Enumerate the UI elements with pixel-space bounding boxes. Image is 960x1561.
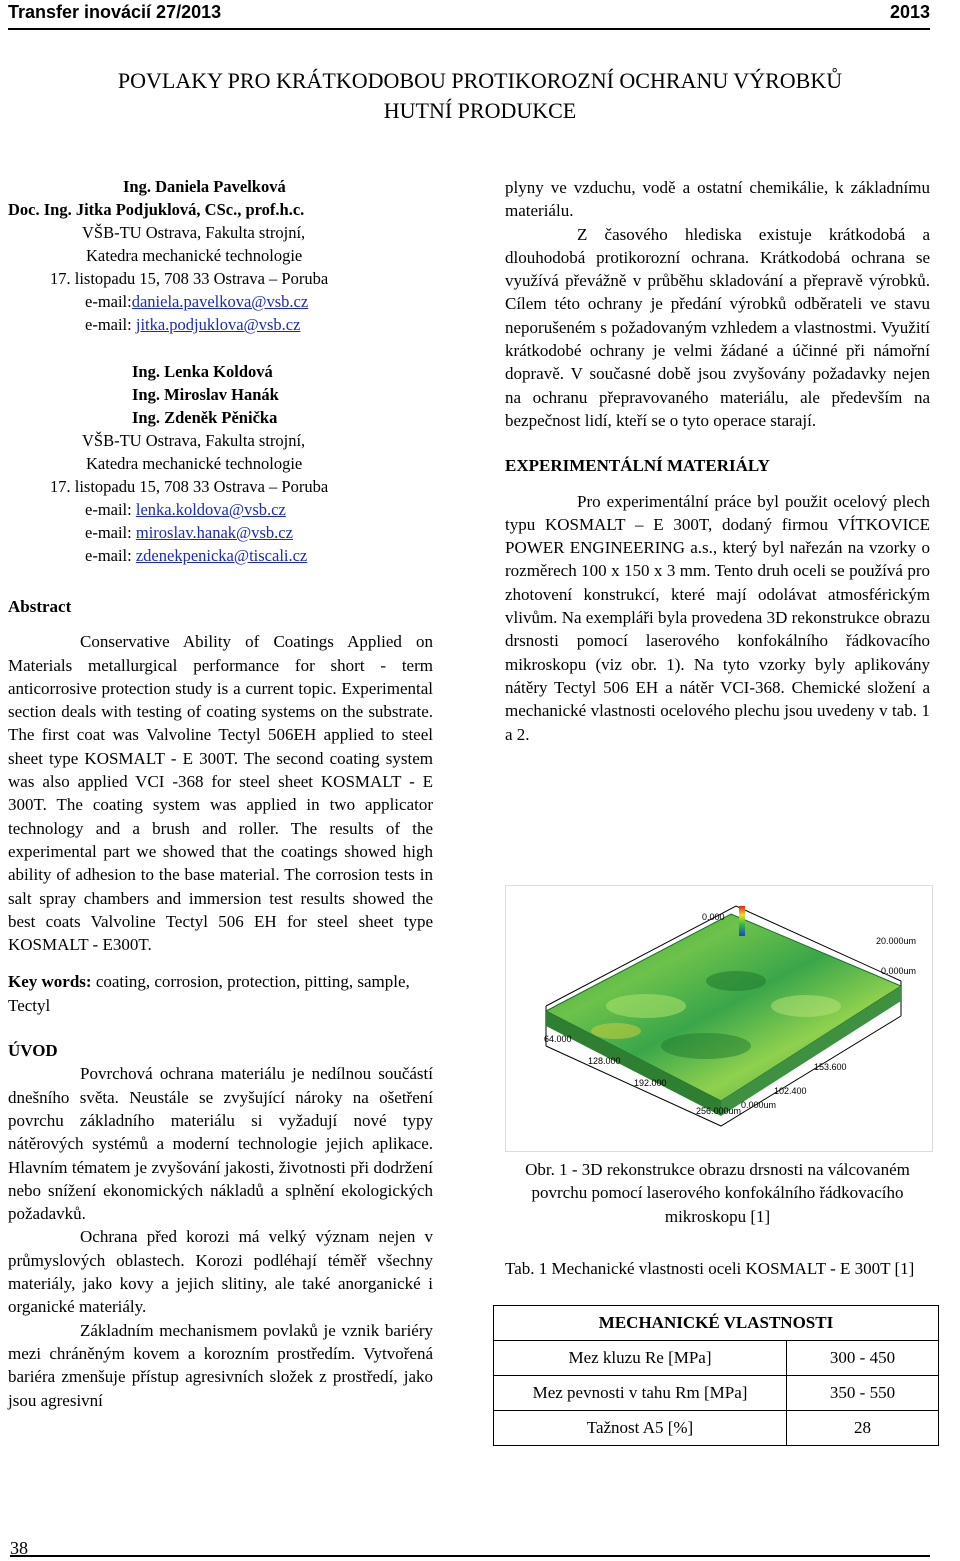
table-cell-label: Mez pevnosti v tahu Rm [MPa]: [494, 1376, 787, 1411]
email-label: e-mail:: [85, 292, 132, 311]
axis-label: 0.000um: [741, 1100, 777, 1110]
intro-paragraph: Ochrana před korozi má velký význam nejen v průmyslových oblastech. Korozi podléhají téměř všechny materiály, jako kovy a jejich slitiny, ale také anorganické i organické materiály.: [8, 1227, 433, 1317]
table-cell-value: 350 - 550: [787, 1376, 939, 1411]
intro-paragraph: Základním mechanismem povlaků je vznik bariéry mezi chráněným kovem a korozním prostředím. Vytvořená bariéra zmenšuje přístup agresivních složek z prostředí, jako jsou agresivní: [8, 1320, 433, 1410]
author-name: Ing. Zdeněk Pěnička: [132, 408, 278, 427]
address: 17. listopadu 15, 708 33 Ostrava – Poruba: [50, 269, 329, 288]
paper-title: [0, 66, 960, 126]
section-heading-intro: ÚVOD: [8, 1041, 58, 1061]
affiliation: VŠB-TU Ostrava, Fakulta strojní,: [82, 223, 306, 242]
keywords-label: Key words:: [8, 972, 92, 992]
header-year: 2013: [889, 2, 930, 22]
mechanical-properties-table: [493, 1305, 939, 1446]
page-number: 38: [10, 1538, 28, 1558]
axis-label: 128.000: [588, 1056, 621, 1066]
title-line-2: HUTNÍ PRODUKCE: [383, 98, 577, 123]
table-header: MECHANICKÉ VLASTNOSTI: [494, 1306, 939, 1341]
email-line: [8, 290, 488, 313]
abstract-text: Conservative Ability of Coatings Applied on Materials metallurgical performance for short - term anticorrosive protection study is a current topic. Experimental section deals with testing of coating systems on the substrate. The first coat was Valvoline Tectyl 506EH applied to steel sheet type KOSMALT - E 300T. The second coating system was also applied VCI -368 for steel sheet KOSMALT - E 300T. The coating system was applied in two applicator technology and a brush and roller. The results of the experimental part we showed that the coatings showed high ability of adhesion to the base material. The corrosion tests in salt spray chambers and immersion test results showed the best coats Valvoline Tectyl 506 EH for steel sheet type KOSMALT - E300T.: [8, 632, 433, 955]
table-cell-label: Mez kluzu Re [MPa]: [494, 1341, 787, 1376]
email-link[interactable]: miroslav.hanak@vsb.cz: [135, 523, 293, 542]
email-label: e-mail:: [85, 500, 136, 519]
author-name: Doc. Ing. Jitka Podjuklová, CSc., prof.h.c.: [8, 200, 305, 219]
table-caption: Tab. 1 Mechanické vlastnosti oceli KOSMALT - E 300T [1]: [505, 1259, 915, 1278]
table-row: [494, 1376, 939, 1411]
axis-label: 102.400: [774, 1086, 807, 1096]
right-column: [505, 176, 930, 746]
email-label: e-mail:: [85, 315, 136, 334]
author-block-1: [8, 175, 488, 336]
axis-label: 256.000um: [696, 1106, 742, 1116]
email-line: [8, 498, 488, 521]
section-heading-materials: EXPERIMENTÁLNÍ MATERIÁLY: [505, 456, 770, 476]
email-line: [8, 521, 488, 544]
author-block-2: [8, 360, 488, 567]
intro-paragraph: Povrchová ochrana materiálu je nedílnou součástí dnešního světa. Neustále se zvyšující nároky na ošetření povrchu základního materiálu si vyžadují nové typy nátěrových systémů a moderní technologie jejich aplikace. Hlavním tématem je zvyšování jakosti, životnosti při dodržení nebo snížení ekonomických nákladů a splnění ekologických požadavků.: [8, 1064, 433, 1224]
affiliation: VŠB-TU Ostrava, Fakulta strojní,: [82, 431, 306, 450]
affiliation: Katedra mechanické technologie: [86, 454, 303, 473]
keywords: [8, 970, 433, 1017]
table-cell-value: 300 - 450: [787, 1341, 939, 1376]
axis-label: 64.000: [544, 1034, 572, 1044]
email-line: [8, 313, 488, 336]
abstract-heading: Abstract: [8, 597, 72, 616]
running-header: [8, 0, 930, 30]
email-link[interactable]: jitka.podjuklova@vsb.cz: [135, 315, 301, 334]
table-cell-value: 28: [787, 1411, 939, 1446]
table-row: [494, 1341, 939, 1376]
email-label: e-mail:: [85, 546, 136, 565]
figure-caption: Obr. 1 - 3D rekonstrukce obrazu drsnosti na válcovaném povrchu pomocí laserového konfokálního řádkovacího mikroskopu [1]: [525, 1160, 910, 1226]
address: 17. listopadu 15, 708 33 Ostrava – Poruba: [50, 477, 329, 496]
email-line: [8, 544, 488, 567]
footer-rule: [10, 1555, 930, 1557]
email-label: e-mail:: [85, 523, 136, 542]
email-link[interactable]: daniela.pavelkova@vsb.cz: [131, 292, 309, 311]
body-paragraph: Pro experimentální práce byl použit ocelový plech typu KOSMALT – E 300T, dodaný firmou VÍTKOVICE POWER ENGINEERING a.s., který byl nařezán na vzorky o rozměrech 100 x 150 x 3 mm. Tento druh oceli se používá pro zhotovení konstrukcí, které mají odolávat atmosférickým vlivům. Na exempláři byla provedena 3D rekonstrukce obrazu drsnosti pomocí laserového konfokálního řádkovacího mikroskopu (viz obr. 1). Na tyto vzorky byly aplikovány nátěry Tectyl 506 EH a nátěr VCI-368. Chemické složení a mechanické vlastnosti ocelového plechu jsou uvedeny v tab. 1 a 2.: [505, 491, 930, 744]
axis-label: 153.600: [814, 1062, 847, 1072]
axis-label: 20.000um: [876, 936, 917, 946]
author-name: Ing. Lenka Koldová: [132, 362, 273, 381]
axis-label: 0.000um: [881, 966, 917, 976]
journal-name: Transfer inovácií 27/2013: [8, 2, 222, 22]
email-link[interactable]: zdenekpenicka@tiscali.cz: [135, 546, 308, 565]
keywords-text: coating, corrosion, protection, pitting, sample, Tectyl: [8, 972, 410, 1015]
title-line-1: POVLAKY PRO KRÁTKODOBOU PROTIKOROZNÍ OCHRANU VÝROBKŮ: [117, 68, 843, 93]
left-column: [8, 595, 433, 1412]
axis-label: 192.000: [634, 1078, 667, 1088]
author-name: Ing. Daniela Pavelková: [123, 177, 286, 196]
email-link[interactable]: lenka.koldova@vsb.cz: [135, 500, 286, 519]
figure-3d-surface: [505, 885, 933, 1152]
author-name: Ing. Miroslav Hanák: [132, 385, 279, 404]
z-scale-bar: [739, 906, 745, 936]
axis-label: 0.000: [702, 912, 725, 922]
affiliation: Katedra mechanické technologie: [86, 246, 303, 265]
table-row: [494, 1411, 939, 1446]
body-paragraph: plyny ve vzduchu, vodě a ostatní chemikálie, k základnímu materiálu.: [505, 178, 930, 221]
table-cell-label: Tažnost A5 [%]: [494, 1411, 787, 1446]
body-paragraph: Z časového hlediska existuje krátkodobá a dlouhodobá protikorozní ochrana. Krátkodobá ochrana se využívá převážně v průběhu skladování a přepravě výrobků. Cílem této ochrany je předání výrobků odběrateli ve stavu neporušeném s požadovaným vzhledem a vlastnostmi. Využití krátkodobé ochrany je velmi žádané a účinné při námořní dopravě. V současné době jsou zvyšovány požadavky nejen na ochranu přepravovaného materiálu, ale především na bezpečnost lidí, kteří se o tyto operace starají.: [505, 224, 930, 430]
surface-plot-image: [506, 886, 932, 1151]
